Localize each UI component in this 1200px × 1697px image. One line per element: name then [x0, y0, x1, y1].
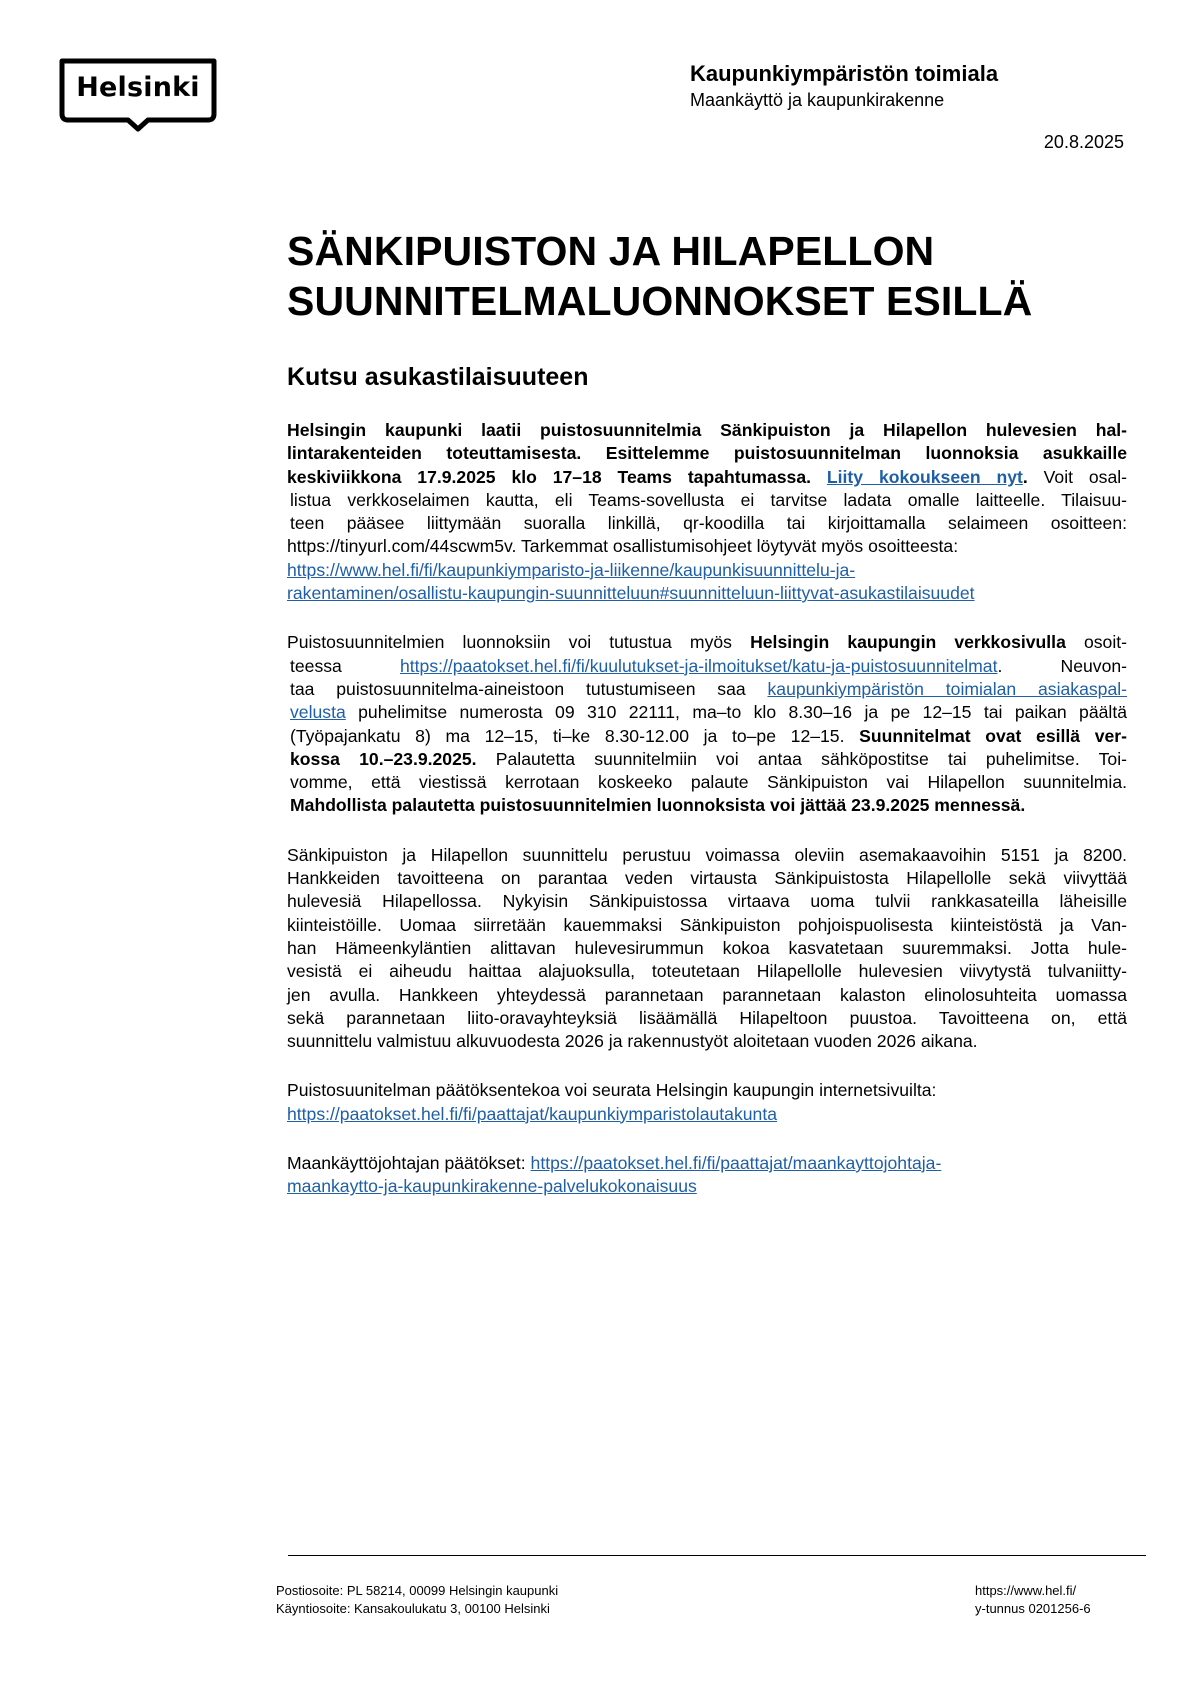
title-line-1: SÄNKIPUISTON JA HILAPELLON — [287, 228, 935, 274]
department-name: Kaupunkiympäristön toimiala — [690, 61, 999, 86]
footer-addresses — [276, 1582, 558, 1618]
postal-address: Postiosoite: PL 58214, 00099 Helsingin kaupunki — [276, 1583, 559, 1598]
visiting-address: Käyntiosoite: Kansakoulukatu 3, 00100 Helsinki — [276, 1601, 550, 1616]
join-meeting-dot: . — [1022, 466, 1028, 487]
street-park-plans-link[interactable]: https://paatokset.hel.fi/fi/kuulutukset-ja-ilmoitukset/katu-ja-puistosuunnitelmat — [399, 655, 998, 676]
participation-info-link-part-1[interactable]: https://www.hel.fi/fi/kaupunkiymparisto-ja-liikenne/kaupunkisuunnittelu-ja- — [287, 559, 856, 580]
plans-text: Palautetta suunnitelmiin voi antaa sähköpostitse tai puhelimitse. Toi- — [476, 748, 1127, 769]
plans-text: osoit- — [1065, 632, 1127, 653]
website-url: https://www.hel.fi/ — [975, 1583, 1077, 1598]
description-line: vesistä ei aiheudu haittaa alajuoksulla, toteutetaan Hilapellolle hulevesien viivytystä tulvaniitty- — [287, 961, 1127, 982]
exhibition-dates: Suunnitelmat ovat esillä ver- — [859, 725, 1127, 746]
plans-text: vomme, että viestissä kerrotaan koskeeko palaute Sänkipuiston vai Hilapellon suunnitelmia. — [290, 772, 1127, 793]
page-title — [287, 226, 1127, 326]
business-id: y-tunnus 0201256-6 — [975, 1601, 1091, 1616]
event-time: keskiviikkona 17.9.2025 klo 17–18 Teams tapahtumassa. — [287, 466, 812, 487]
land-use-decisions-paragraph — [287, 1152, 1127, 1199]
plans-text: teessa — [290, 655, 400, 676]
intro-line: Voit osal- — [1043, 466, 1128, 487]
intro-line: Helsingin kaupunki laatii puistosuunnitelmia Sänkipuiston ja Hilapellon hulevesien hal- — [287, 420, 1127, 440]
helsinki-logo — [59, 58, 217, 128]
intro-paragraph — [287, 419, 1127, 605]
description-line: hulevesiä Hilapellossa. Nykyisin Sänkipuistossa virtaava uoma tulvii rankkasateilla läheisille — [287, 891, 1127, 912]
intro-line: https://tinyurl.com/44scwm5v. Tarkemmat osallistumisohjeet löytyvät myös osoitteesta: — [287, 536, 959, 557]
unit-name: Maankäyttö ja kaupunkirakenne — [690, 90, 945, 110]
land-use-director-link[interactable]: https://paatokset.hel.fi/fi/paattajat/maankayttojohtaja- — [530, 1153, 942, 1174]
intro-line: listua verkkoselaimen kautta, eli Teams-sovellusta ei tarvitse ladata omalle laitteelle. Tilaisuu- — [290, 489, 1127, 510]
plans-text: Puistosuunnitelmien luonnoksiin voi tutustua myös — [287, 632, 751, 653]
environment-committee-link[interactable]: https://paatokset.hel.fi/fi/paattajat/kaupunkiymparistolautakunta — [287, 1103, 777, 1124]
intro-line: teen pääsee liittymään suoralla linkillä, qr-koodilla tai kirjoittamalla selaimeen osoitteen: — [290, 513, 1127, 534]
project-description-paragraph — [287, 844, 1127, 1054]
organisation-header — [690, 60, 998, 112]
logo-text: Helsinki — [76, 72, 200, 103]
decision-follow-text: Puistosuunitelman päätöksentekoa voi seurata Helsingin kaupungin internetsivuilta: — [287, 1080, 937, 1101]
plans-text: puhelimitse numerosta 09 310 22111, ma–to klo 8.30–16 ja pe 12–15 tai paikan päältä — [345, 702, 1127, 723]
title-line-2: SUUNNITELMALUONNOKSET ESILLÄ — [287, 278, 1033, 324]
participation-info-link-part-2[interactable]: rakentaminen/osallistu-kaupungin-suunnitteluun#suunnitteluun-liittyvat-asukastilaisuudet — [287, 583, 975, 604]
description-line: Hankkeiden tavoitteena on parantaa veden virtausta Sänkipuistosta Hilapellolle sekä viivyttää — [287, 868, 1127, 889]
land-use-director-link-cont[interactable]: maankaytto-ja-kaupunkirakenne-palvelukokonaisuus — [287, 1176, 697, 1197]
plans-text: (Työpajankatu 8) ma 12–15, ti–ke 8.30-12.00 ja to–pe 12–15. — [290, 725, 860, 746]
decision-follow-paragraph — [287, 1079, 1127, 1126]
join-meeting-link[interactable]: Liity kokoukseen nyt — [826, 466, 1023, 487]
description-line: sekä parannetaan liito-oravayhteyksiä lisäämällä Hilapeltoon puustoa. Tavoitteena on, että — [287, 1007, 1127, 1028]
intro-line: lintarakenteiden toteuttamisesta. Esittelemme puistosuunnitelman luonnoksia asukkaille — [287, 443, 1127, 464]
plans-text: . Neuvon- — [997, 655, 1127, 676]
description-line: jen avulla. Hankkeen yhteydessä parannetaan parannetaan kalaston elinolosuhteita uomassa — [287, 984, 1127, 1005]
city-website-text: Helsingin kaupungin verkkosivulla — [750, 632, 1066, 653]
description-line: Sänkipuiston ja Hilapellon suunnittelu perustuu voimassa oleviin asemakaavoihin 5151 ja 8200. — [287, 844, 1127, 865]
footer-divider — [288, 1555, 1146, 1556]
exhibition-dates: kossa 10.–23.9.2025. — [290, 748, 477, 769]
description-line: kiinteistöille. Uomaa siirretään kauemmaksi Sänkipuiston pohjoispuolisesta kiinteistöstä ja Van- — [287, 914, 1127, 935]
page-subtitle: Kutsu asukastilaisuuteen — [287, 363, 589, 391]
land-use-label: Maankäyttöjohtajan päätökset: — [287, 1153, 531, 1174]
plans-text: taa puistosuunnitelma-aineistoon tutustumiseen saa — [290, 678, 768, 699]
description-line: han Hämeenkyläntien alittavan hulevesirummun kokoa kasvatetaan suuremmaksi. Jotta hule- — [287, 937, 1127, 958]
customer-service-link-cont[interactable]: velusta — [290, 702, 346, 723]
plans-paragraph — [287, 631, 1127, 817]
customer-service-link[interactable]: kaupunkiympäristön toimialan asiakaspal- — [767, 678, 1127, 699]
footer-contact — [975, 1582, 1091, 1618]
document-date: 20.8.2025 — [1043, 132, 1124, 152]
description-line: suunnittelu valmistuu alkuvuodesta 2026 ja rakennustyöt aloitetaan vuoden 2026 aikana. — [287, 1031, 978, 1052]
document-body — [287, 226, 1127, 1199]
feedback-deadline: Mahdollista palautetta puistosuunnitelmien luonnoksista voi jättää 23.9.2025 mennessä. — [290, 795, 1026, 816]
